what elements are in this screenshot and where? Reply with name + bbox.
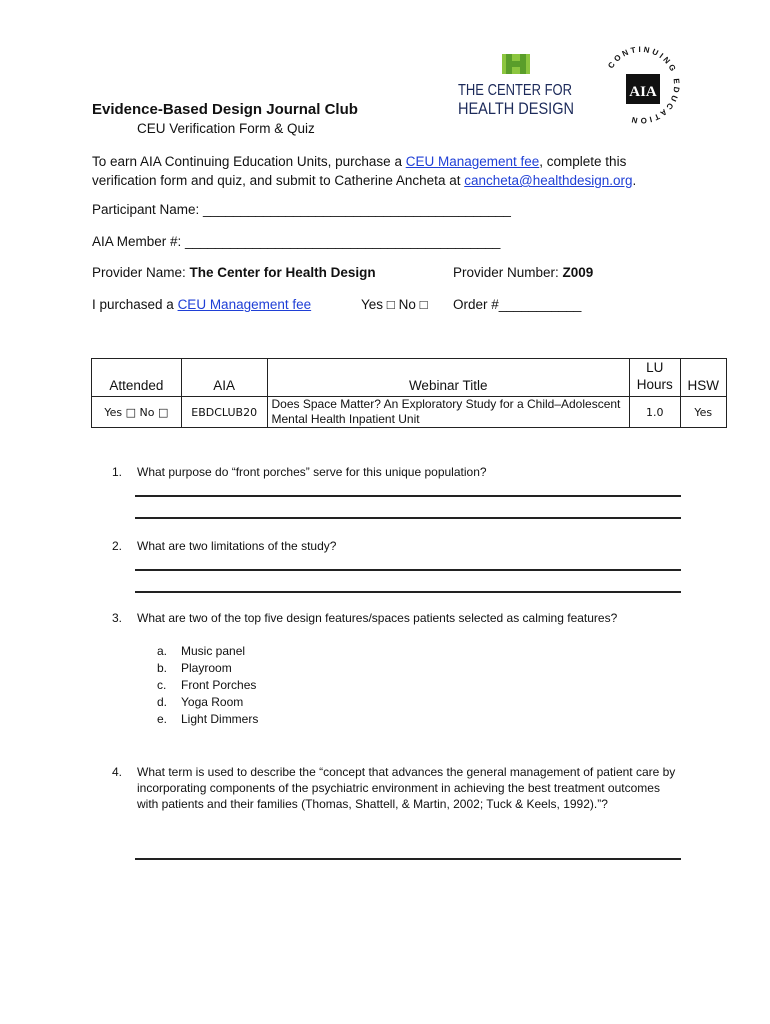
- question-2-answer-line-1[interactable]: [135, 569, 681, 571]
- question-4-answer-line[interactable]: [135, 858, 681, 860]
- header-aia: AIA: [181, 359, 267, 397]
- header-webinar-title: Webinar Title: [267, 359, 629, 397]
- question-3-option-b[interactable]: b. Playroom: [157, 661, 232, 675]
- header-attended: Attended: [92, 359, 182, 397]
- question-2-answer-line-2[interactable]: [135, 591, 681, 593]
- question-3-option-e[interactable]: e. Light Dimmers: [157, 712, 259, 726]
- provider-number-label: Provider Number:: [453, 265, 563, 280]
- aia-code: EBDCLUB20: [181, 397, 267, 428]
- hsw-value: Yes: [680, 397, 727, 428]
- provider-number: [453, 265, 593, 280]
- question-2-text: What are two limitations of the study?: [137, 539, 337, 553]
- table-header-row: [92, 359, 727, 397]
- header-hsw: HSW: [680, 359, 727, 397]
- aia-continuing-education-logo: [600, 44, 682, 126]
- page-title: Evidence-Based Design Journal Club: [92, 101, 358, 118]
- email-link[interactable]: cancheta@healthdesign.org: [464, 173, 633, 188]
- question-3-number: 3.: [112, 611, 123, 625]
- question-3-option-d[interactable]: d. Yoga Room: [157, 695, 244, 709]
- participant-name-field[interactable]: [92, 202, 511, 217]
- provider-name: [92, 265, 376, 280]
- ceu-fee-link-2[interactable]: CEU Management fee: [177, 297, 312, 312]
- page-subtitle: CEU Verification Form & Quiz: [137, 121, 315, 136]
- center-for-health-design-logo: [455, 52, 580, 118]
- intro-text-2: , complete this verification form and quiz, and submit to Catherine Ancheta at: [92, 154, 627, 188]
- question-1-text: What purpose do “front porches” serve for this unique population?: [137, 465, 487, 479]
- ceu-fee-link[interactable]: CEU Management fee: [405, 154, 540, 169]
- header-lu-hours: LU Hours: [629, 359, 680, 397]
- aia-ring-text: CONTINUING EDUCATION: [606, 44, 682, 126]
- lu-hours-value: 1.0: [629, 397, 680, 428]
- aia-member-line[interactable]: __________________________________________: [185, 234, 501, 249]
- aia-member-label: AIA Member #:: [92, 234, 186, 249]
- provider-name-value: The Center for Health Design: [189, 265, 376, 280]
- intro-text-3: .: [632, 173, 637, 188]
- provider-number-value: Z009: [562, 265, 594, 280]
- provider-name-label: Provider Name:: [92, 265, 190, 280]
- purchase-label: I purchased a: [92, 297, 178, 312]
- question-4-number: 4.: [112, 765, 123, 779]
- purchase-statement: [92, 297, 311, 312]
- question-1-answer-line-1[interactable]: [135, 495, 681, 497]
- participant-name-label: Participant Name:: [92, 202, 204, 217]
- aia-logo-text: AIA: [629, 84, 657, 100]
- participant-name-line[interactable]: _________________________________________: [203, 202, 511, 217]
- question-1-number: 1.: [112, 465, 123, 479]
- chd-logo-line2: HEALTH DESIGN: [458, 100, 574, 118]
- webinar-title: Does Space Matter? An Exploratory Study for a Child–Adolescent Mental Health Inpatient Unit: [267, 397, 629, 428]
- question-1-answer-line-2[interactable]: [135, 517, 681, 519]
- aia-member-field[interactable]: [92, 234, 500, 249]
- intro-text-1: To earn AIA Continuing Education Units, purchase a: [92, 154, 406, 169]
- question-3-text: What are two of the top five design features/spaces patients selected as calming features?: [137, 611, 618, 625]
- question-3-option-c[interactable]: c. Front Porches: [157, 678, 257, 692]
- webinar-table: [91, 358, 727, 428]
- intro-paragraph: [92, 152, 692, 190]
- order-number-field[interactable]: Order #___________: [453, 297, 582, 312]
- question-4-text: What term is used to describe the “concept that advances the general management of patient care by incorporating components of the psychiatric environment in achieving the best treatment outcomes with patients and their families (Thomas, Shattell, & Martin, 2002; Tuck & Keels, 1992).”?: [137, 765, 676, 811]
- question-2-number: 2.: [112, 539, 123, 553]
- attended-yes-no-checkboxes[interactable]: Yes □ No □: [92, 397, 182, 428]
- chd-logo-line1: THE CENTER FOR: [458, 82, 572, 99]
- purchase-yes-no-checkboxes[interactable]: Yes □ No □: [361, 297, 428, 312]
- table-row: [92, 397, 727, 428]
- question-3-option-a[interactable]: a. Music panel: [157, 644, 246, 658]
